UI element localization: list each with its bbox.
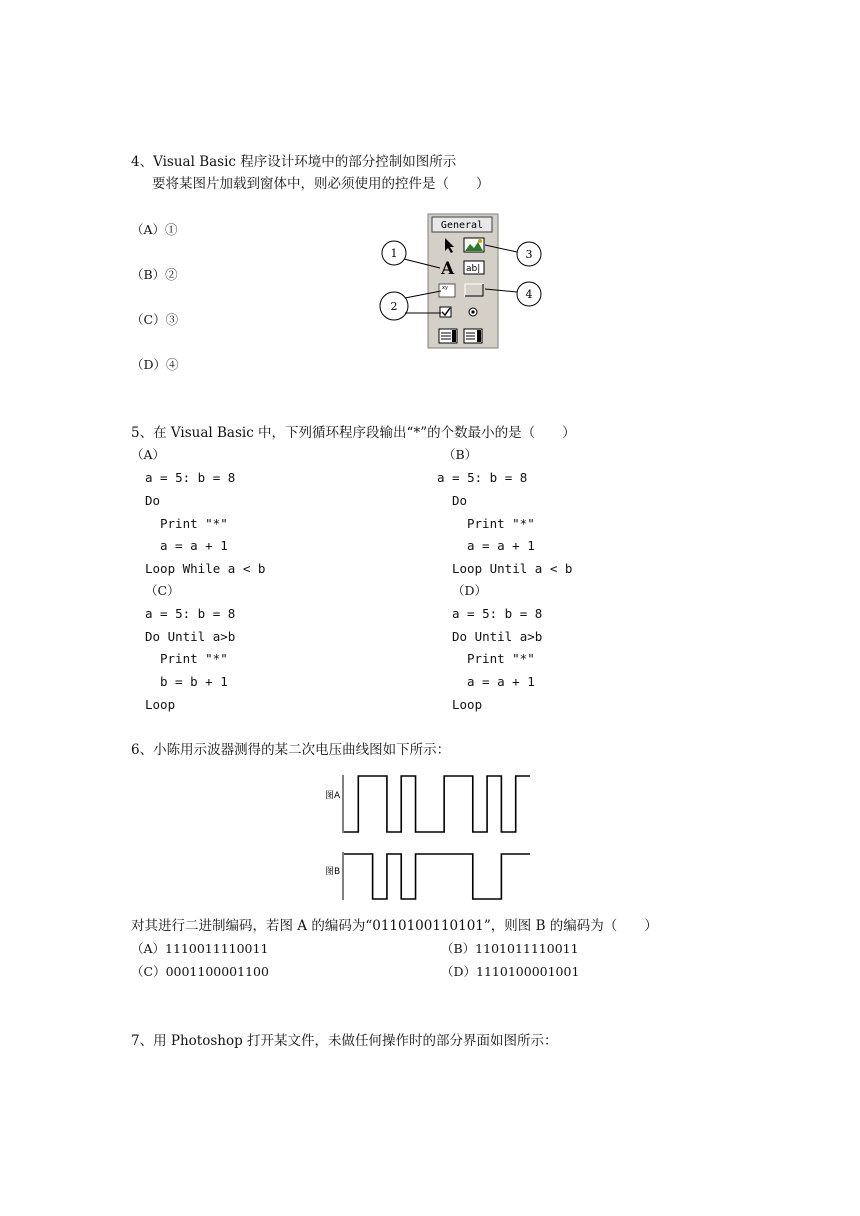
q5-d-line: Loop [452,697,483,712]
q5-b-line: Do [452,493,468,508]
q5-c-label: （C） [145,583,180,598]
q5-b-line: Print "*" [467,516,535,531]
q4-option-c: （C）③ [131,312,179,327]
wave-b-label: 图B [325,867,341,877]
q5-c-line: Do Until a>b [145,629,236,644]
q4-option-d: （D）④ [131,357,179,372]
q6-option-a: （A）1110011110011 [131,941,269,956]
q5-d-line: Print "*" [467,651,535,666]
q5-d-label: （D） [452,583,488,598]
q5-a-line: Do [145,493,161,508]
svg-text:2: 2 [390,300,398,313]
wave-a-label: 图A [325,791,341,801]
q5-b-line: Loop Until a < b [452,561,573,576]
q5-c-line: a = 5: b = 8 [145,606,236,621]
svg-text:ab|: ab| [466,264,481,274]
svg-text:xy: xy [442,285,448,291]
q6-option-d: （D）1110100001001 [441,964,580,979]
svg-text:4: 4 [525,288,533,301]
q5-title: 5、在 Visual Basic 中，下列循环程序段输出“*”的个数最小的是（ ） [131,425,576,441]
q5-a-line: Loop While a < b [145,561,266,576]
wave-a-trace [344,776,530,832]
q6-option-b: （B）1101011110011 [441,941,579,956]
wave-b-trace [344,854,530,899]
q5-d-line: a = 5: b = 8 [452,606,543,621]
q7-title: 7、用 Photoshop 打开某文件，未做任何操作时的部分界面如图所示： [131,1033,558,1049]
q5-b-line: a = a + 1 [467,538,535,553]
q5-c-line: Print "*" [160,651,228,666]
svg-text:1: 1 [390,247,398,260]
q4-option-a: （A）① [131,222,178,237]
q5-c-line: Loop [145,697,176,712]
q4-subtitle: 要将某图片加载到窗体中，则必须使用的控件是（ ） [152,176,490,192]
q6-title: 6、小陈用示波器测得的某二次电压曲线图如下所示： [131,742,451,758]
svg-text:3: 3 [525,248,533,261]
q6-option-c: （C）0001100001100 [131,964,269,979]
q5-a-line: a = a + 1 [160,538,228,553]
q5-a-line: a = 5: b = 8 [145,470,236,485]
label-icon: A [441,259,455,279]
q5-a-line: Print "*" [160,516,228,531]
q4-option-b: （B）② [131,267,178,282]
q5-a-label: （A） [131,447,166,462]
q4-title: 4、Visual Basic 程序设计环境中的部分控制如图所示 [131,154,457,170]
toolbox-header: General [440,220,484,231]
q6-question: 对其进行二进制编码，若图 A 的编码为“0110100110101”，则图 B 的编码为（ ） [131,918,658,934]
q5-b-line: a = 5: b = 8 [437,470,528,485]
q5-d-line: a = a + 1 [467,674,535,689]
q5-c-line: b = b + 1 [160,674,228,689]
q5-b-label: （B） [443,447,478,462]
q5-d-line: Do Until a>b [452,629,543,644]
